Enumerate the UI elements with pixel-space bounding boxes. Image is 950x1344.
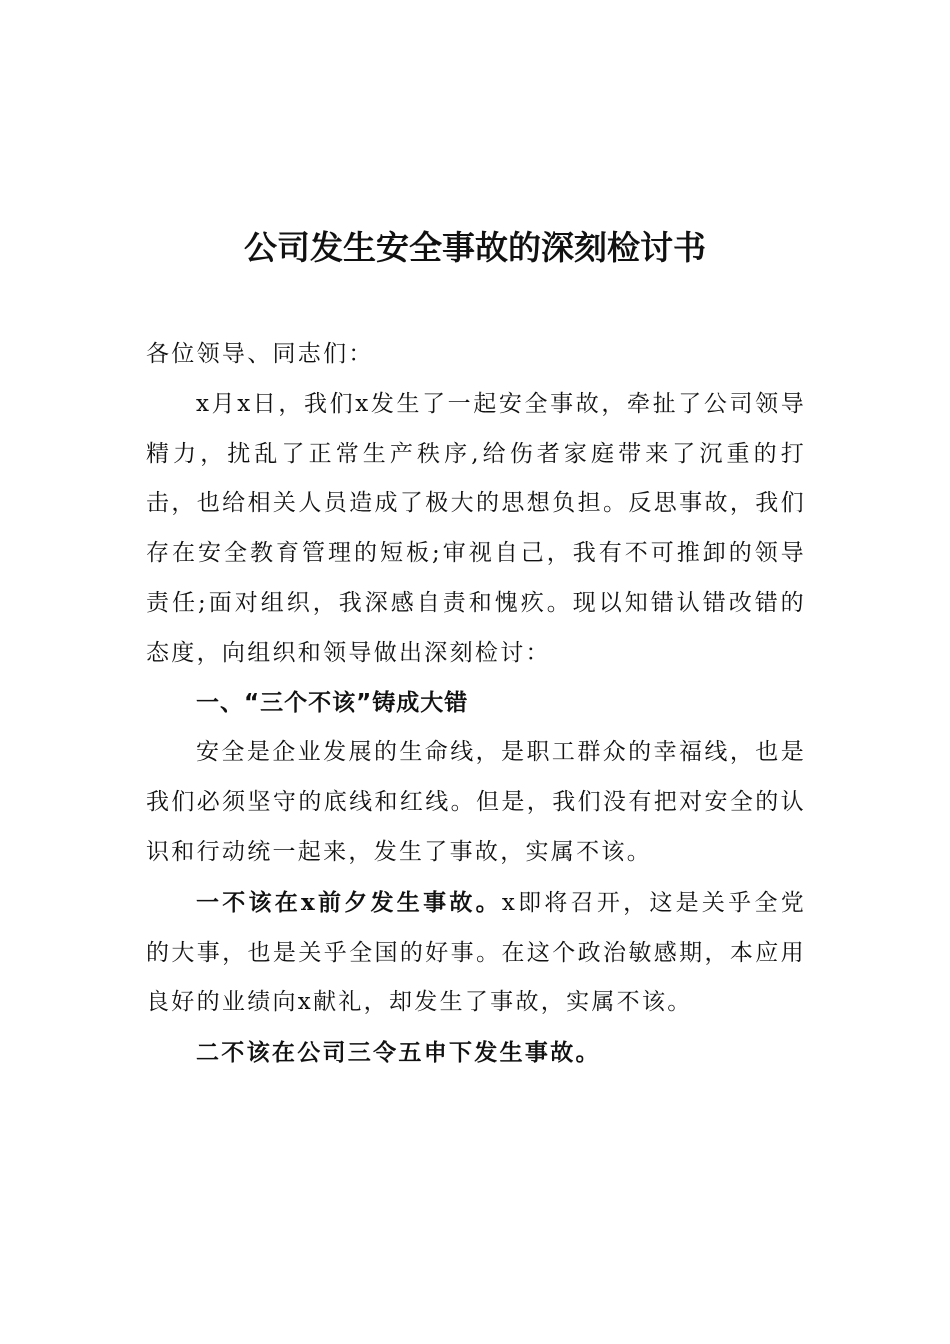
salutation: 各位领导、同志们：: [146, 341, 374, 367]
document-body: [146, 330, 806, 1079]
paragraph-safety: 安全是企业发展的生命线，是职工群众的幸福线，也是我们必须坚守的底线和红线。但是，我们没有把对安全的认识和行动统一起来，发生了事故，实属不该。: [146, 739, 806, 865]
point-1-text: x即将召开，这是关乎全党的大事，也是关乎全国的好事。在这个政治敏感期，本应用良好的业绩向x献礼，却发生了事故，实属不该。: [146, 889, 807, 1016]
point-1-lead: 一不该在x前夕发生事故。: [196, 888, 502, 916]
point-2-lead: 二不该在公司三令五申下发生事故。: [196, 1039, 601, 1067]
paragraph-intro: x月x日，我们x发生了一起安全事故，牵扯了公司领导精力，扰乱了正常生产秩序,给伤者家庭带来了沉重的打击，也给相关人员造成了极大的思想负担。反思事故，我们存在安全教育管理的短板;审视自己，我有不可推卸的领导责任;面对组织，我深感自责和愧疚。现以知错认错改错的态度，向组织和领导做出深刻检讨：: [146, 390, 806, 666]
point-2: [146, 1028, 806, 1079]
document-title: 公司发生安全事故的深刻检讨书: [244, 228, 706, 267]
point-1: [146, 878, 806, 1028]
section-heading-1: 一、“三个不该”铸成大错: [196, 689, 469, 716]
